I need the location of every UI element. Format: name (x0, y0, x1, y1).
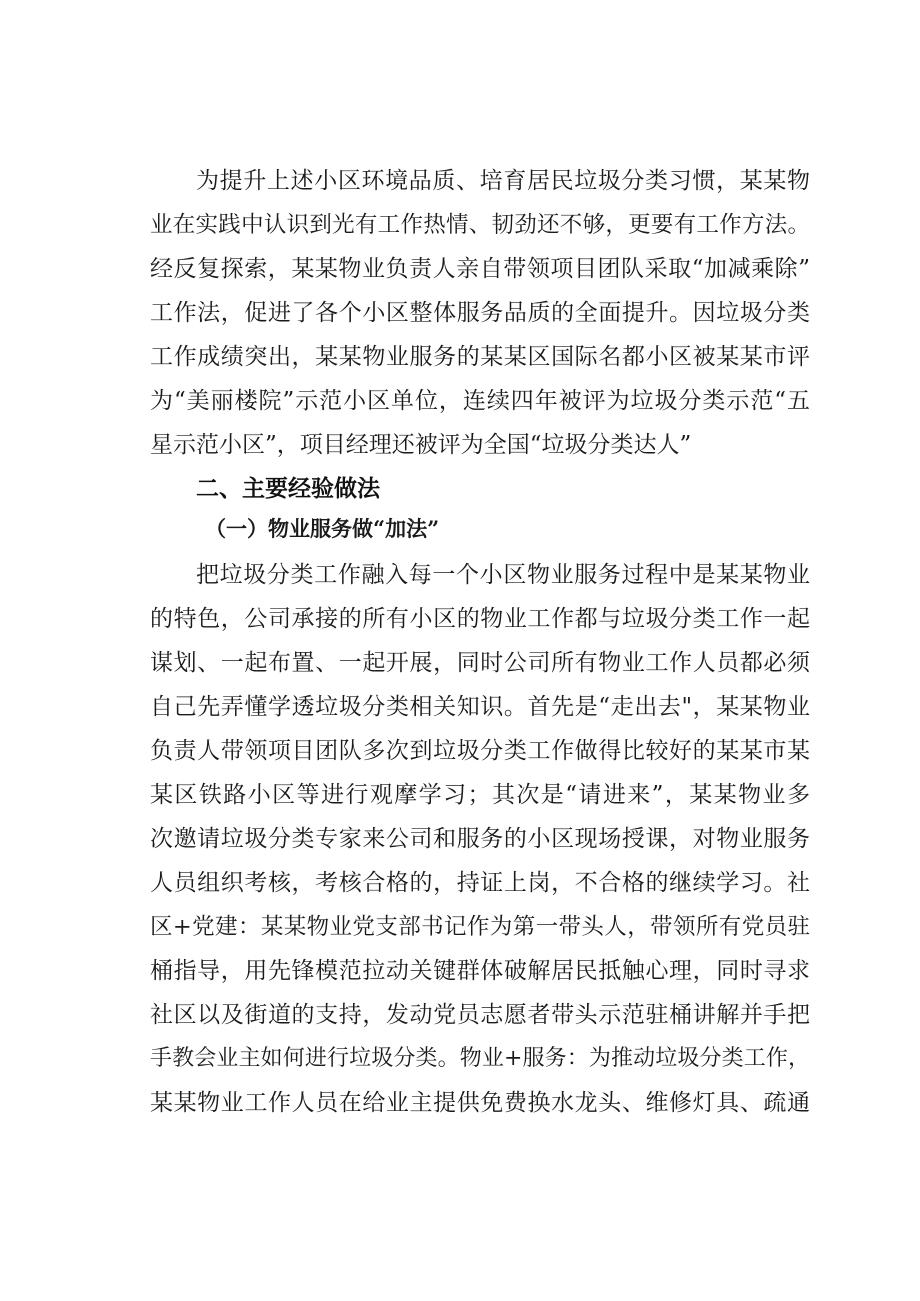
paragraph-2-line-8: 人员组织考核，考核合格的，持证上岗，不合格的继续学习。社 (150, 870, 810, 896)
section-heading: 二、主要经验做法 (196, 476, 380, 502)
paragraph-1-line-4: 工作法，促进了各个小区整体服务品质的全面提升。因垃圾分类 (150, 300, 810, 326)
subsection-heading: （一）物业服务做“加法” (205, 516, 440, 541)
paragraph-2-line-13: 某某物业工作人员在给业主提供免费换水龙头、维修灯具、疏通 (150, 1090, 810, 1116)
paragraph-1-line-6: 为“美丽楼院”示范小区单位，连续四年被评为垃圾分类示范“五 (150, 388, 810, 414)
paragraph-2-line-3: 谋划、一起布置、一起开展，同时公司所有物业工作人员都必须 (150, 650, 810, 676)
paragraph-2-line-12: 手教会业主如何进行垃圾分类。物业+服务：为推动垃圾分类工作， (150, 1046, 810, 1071)
paragraph-1-line-2: 业在实践中认识到光有工作热情、韧劲还不够，更要有工作方法。 (150, 212, 810, 238)
paragraph-2-line-11: 社区以及街道的支持，发动党员志愿者带头示范驻桶讲解并手把 (150, 1002, 810, 1028)
paragraph-2-line-4: 自己先弄懂学透垃圾分类相关知识。首先是“走出去"，某某物业 (150, 694, 810, 720)
paragraph-2-line-7: 次邀请垃圾分类专家来公司和服务的小区现场授课，对物业服务 (150, 826, 810, 852)
paragraph-2-line-5: 负责人带领项目团队多次到垃圾分类工作做得比较好的某某市某 (150, 738, 810, 764)
paragraph-1-line-7: 星示范小区”，项目经理还被评为全国“垃圾分类达人” (150, 432, 692, 458)
paragraph-2-line-1: 把垃圾分类工作融入每一个小区物业服务过程中是某某物业 (196, 562, 810, 588)
paragraph-1-line-3: 经反复探索，某某物业负责人亲自带领项目团队采取“加减乘除” (150, 256, 810, 282)
paragraph-2-line-9: 区+党建：某某物业党支部书记作为第一带头人，带领所有党员驻 (150, 914, 810, 940)
paragraph-1-line-1: 为提升上述小区环境品质、培育居民垃圾分类习惯，某某物 (196, 168, 810, 194)
paragraph-2-line-6: 某区铁路小区等进行观摩学习；其次是“请进来”，某某物业多 (150, 782, 810, 808)
paragraph-2-line-2: 的特色，公司承接的所有小区的物业工作都与垃圾分类工作一起 (150, 606, 810, 632)
paragraph-2-line-10: 桶指导，用先锋模范拉动关键群体破解居民抵触心理，同时寻求 (150, 958, 810, 984)
paragraph-1-line-5: 工作成绩突出，某某物业服务的某某区国际名都小区被某某市评 (150, 344, 810, 370)
